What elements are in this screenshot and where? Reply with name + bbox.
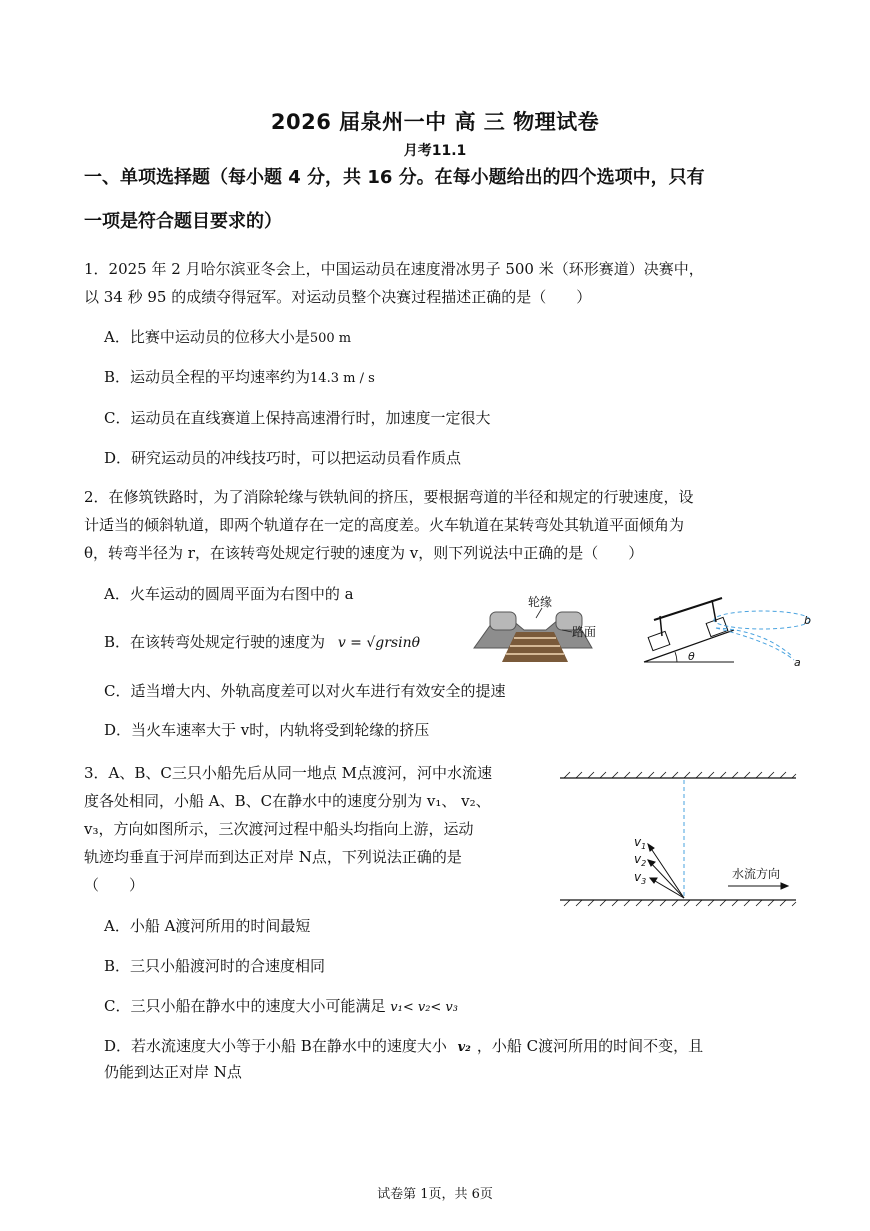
q1-stem-line2: 以 34 秒 95 的成绩夺得冠军。对运动员整个决赛过程描述正确的是（ ） xyxy=(84,288,592,306)
incline-diagram xyxy=(644,598,810,662)
q2-stem-line2: 计适当的倾斜轨道，即两个轨道存在一定的高度差。火车轨道在某转弯处其轨道平面倾角为 xyxy=(84,516,685,534)
section-heading-line2: 一项是符合题目要求的） xyxy=(84,211,282,232)
q1-option-b xyxy=(104,366,375,387)
label-v1: $v_1$ xyxy=(634,835,647,851)
q1-option-a xyxy=(104,326,351,347)
q2-option-c: C．适当增大内、外轨高度差可以对火车进行有效安全的提速 xyxy=(104,682,506,700)
q3-stem-line1: 3．A、B、C三只小船先后从同一地点 M点渡河，河中水流速 xyxy=(84,764,493,782)
label-b: b xyxy=(804,614,811,627)
q2-option-a: A．火车运动的圆周平面为右图中的 a xyxy=(104,585,354,603)
q3-stem-line2: 度各处相同，小船 A、B、C在静水中的速度分别为 v₁、 v₂、 xyxy=(84,792,491,810)
q3-option-d-line2: 仍能到达正对岸 N点 xyxy=(104,1063,242,1081)
q1-stem-line1: 1．2025 年 2 月哈尔滨亚冬会上，中国运动员在速度滑冰男子 500 米（环形赛道）决赛中， xyxy=(84,260,704,278)
page-footer: 试卷第 1页，共 6页 xyxy=(377,1187,493,1202)
page-title: 2026 届泉州一中 高 三 物理试卷 xyxy=(270,110,600,134)
label-v2: $v_2$ xyxy=(634,852,647,868)
q2-stem-line3: θ，转弯半径为 r，在该转弯处规定行驶的速度为 v，则下列说法中正确的是（ ） xyxy=(84,544,644,562)
label-theta: θ xyxy=(688,650,695,663)
q1-option-a-math: 500 m xyxy=(309,331,352,346)
q3-option-d-text-a: D．若水流速度大小等于小船 B在静水中的速度大小 xyxy=(104,1037,447,1055)
q2-option-b-text: B．在该转弯处规定行驶的速度为 xyxy=(104,633,326,651)
q1-option-b-text: B．运动员全程的平均速率约为 xyxy=(104,368,311,386)
q2-stem-line1: 2．在修筑铁路时，为了消除轮缘与铁轨间的挤压，要根据弯道的半径和规定的行驶速度，设 xyxy=(84,488,694,506)
q2-option-d: D．当火车速率大于 v时，内轨将受到轮缘的挤压 xyxy=(104,721,430,739)
q3-option-d-math: v₂ xyxy=(457,1040,471,1055)
q3-option-b: B．三只小船渡河时的合速度相同 xyxy=(104,957,326,975)
label-a: a xyxy=(794,656,801,669)
label-flange: 轮缘 xyxy=(528,595,553,609)
page-subtitle: 月考11.1 xyxy=(403,143,467,159)
label-v3: $v_3$ xyxy=(634,870,647,886)
q3-option-c xyxy=(104,995,458,1016)
q1-option-b-math: 14.3 m / s xyxy=(310,371,375,386)
q1-option-d: D．研究运动员的冲线技巧时，可以把运动员看作质点 xyxy=(104,449,462,467)
q3-option-a: A．小船 A渡河所用的时间最短 xyxy=(104,917,311,935)
q3-stem-line5: （ ） xyxy=(84,876,145,894)
q3-river-figure xyxy=(556,770,801,915)
q3-option-d-text-b: ，小船 C渡河所用的时间不变，且 xyxy=(476,1037,704,1055)
q3-option-c-math: v₁< v₂< v₃ xyxy=(390,1000,458,1015)
q2-option-b xyxy=(104,631,420,652)
q3-option-c-text: C．三只小船在静水中的速度大小可能满足 xyxy=(104,997,386,1015)
q3-option-d-line1 xyxy=(104,1035,703,1056)
q1-option-c: C．运动员在直线赛道上保持高速滑行时，加速度一定很大 xyxy=(104,409,491,427)
section-heading-line1: 一、单项选择题（每小题 4 分，共 16 分。在每小题给出的四个选项中，只有 xyxy=(84,167,705,188)
q2-option-b-math: v = √grsinθ xyxy=(337,635,421,651)
q3-stem-line3: v₃，方向如图所示，三次渡河过程中船头均指向上游，运动 xyxy=(84,820,474,838)
q1-option-a-text: A．比赛中运动员的位移大小是 xyxy=(104,328,310,346)
label-road: 路面 xyxy=(572,625,597,639)
q3-stem-line4: 轨迹均垂直于河岸而到达正对岸 N点，下列说法正确的是 xyxy=(84,848,462,866)
q2-figure xyxy=(472,590,817,670)
label-flow-direction: 水流方向 xyxy=(732,867,781,881)
